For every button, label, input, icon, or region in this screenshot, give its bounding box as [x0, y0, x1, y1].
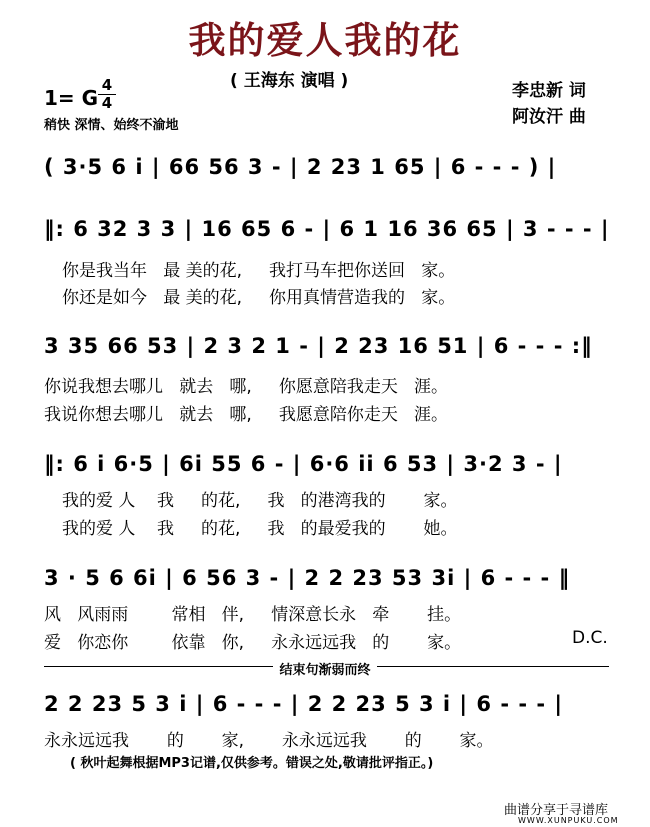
score-row-3: ‖: 6 i 6·5 | 6i 55 6 - | 6·6 ii 6 53 | 3·2 3 - | [44, 452, 563, 476]
lyric-row-1-verse-1: 你是我当年 最 美的花, 我打马车把你送回 家。 [62, 261, 456, 281]
lyric-row-4-verse-2: 爱 你恋你 依靠 你, 永永远远我 的 家。 [44, 633, 462, 653]
lyric-row-3-verse-2: 我的爱 人 我 的花, 我 的最爱我的 她。 [62, 519, 458, 539]
transcription-note: ( 秋叶起舞根据MP3记谱,仅供参考。错误之处,敬请批评指正。) [70, 756, 434, 771]
diminuendo-label-text: 结束句渐弱而终 [273, 663, 376, 678]
tempo-marking: 稍快 深情、始终不渝地 [44, 118, 179, 133]
lyric-row-3-verse-1: 我的爱 人 我 的花, 我 的港湾我的 家。 [62, 491, 458, 511]
lyric-row-coda: 永永远远我 的 家, 永永远远我 的 家。 [44, 731, 494, 751]
da-capo-mark: D.C. [572, 628, 608, 648]
score-row-intro: ( 3·5 6 i | 66 56 3 - | 2 23 1 65 | 6 - - - ) | [44, 155, 557, 179]
composer-credit: 阿汝汗 曲 [512, 107, 586, 127]
song-title: 我的爱人我的花 [188, 19, 462, 62]
diminuendo-label [0, 659, 650, 678]
lyric-row-2-verse-1: 你说我想去哪儿 就去 哪, 你愿意陪我走天 涯。 [44, 377, 449, 397]
time-signature-top: 4 [101, 76, 113, 94]
time-signature-bottom: 4 [101, 94, 113, 112]
key-signature: 1= G [44, 86, 99, 110]
lyric-row-1-verse-2: 你还是如今 最 美的花, 你用真情营造我的 家。 [62, 288, 456, 308]
score-row-coda: 2 2 23 5 3 i | 6 - - - | 2 2 23 5 3 i | 6 - - - | [44, 692, 564, 716]
lyric-row-4-verse-1: 风 风雨雨 常相 伴, 情深意长永 牵 挂。 [44, 605, 462, 625]
watermark-site-name: 曲谱分享于寻谱库 [504, 803, 609, 818]
score-row-1: ‖: 6 32 3 3 | 16 65 6 - | 6 1 16 36 65 | 3 - - - | [44, 217, 610, 241]
score-row-2: 3 35 66 53 | 2 3 2 1 - | 2 23 16 51 | 6 - - - :‖ [44, 334, 593, 358]
singer-credit: ( 王海东 演唱 ) [230, 71, 349, 91]
lyric-row-2-verse-2: 我说你想去哪儿 就去 哪, 我愿意陪你走天 涯。 [44, 405, 449, 425]
score-row-4: 3 · 5 6 6i | 6 56 3 - | 2 2 23 53 3i | 6 - - - ‖ [44, 566, 571, 590]
time-signature [98, 78, 116, 111]
watermark-url: WWW.XUNPUKU.COM [518, 816, 619, 825]
lyricist-credit: 李忠新 词 [512, 81, 586, 101]
